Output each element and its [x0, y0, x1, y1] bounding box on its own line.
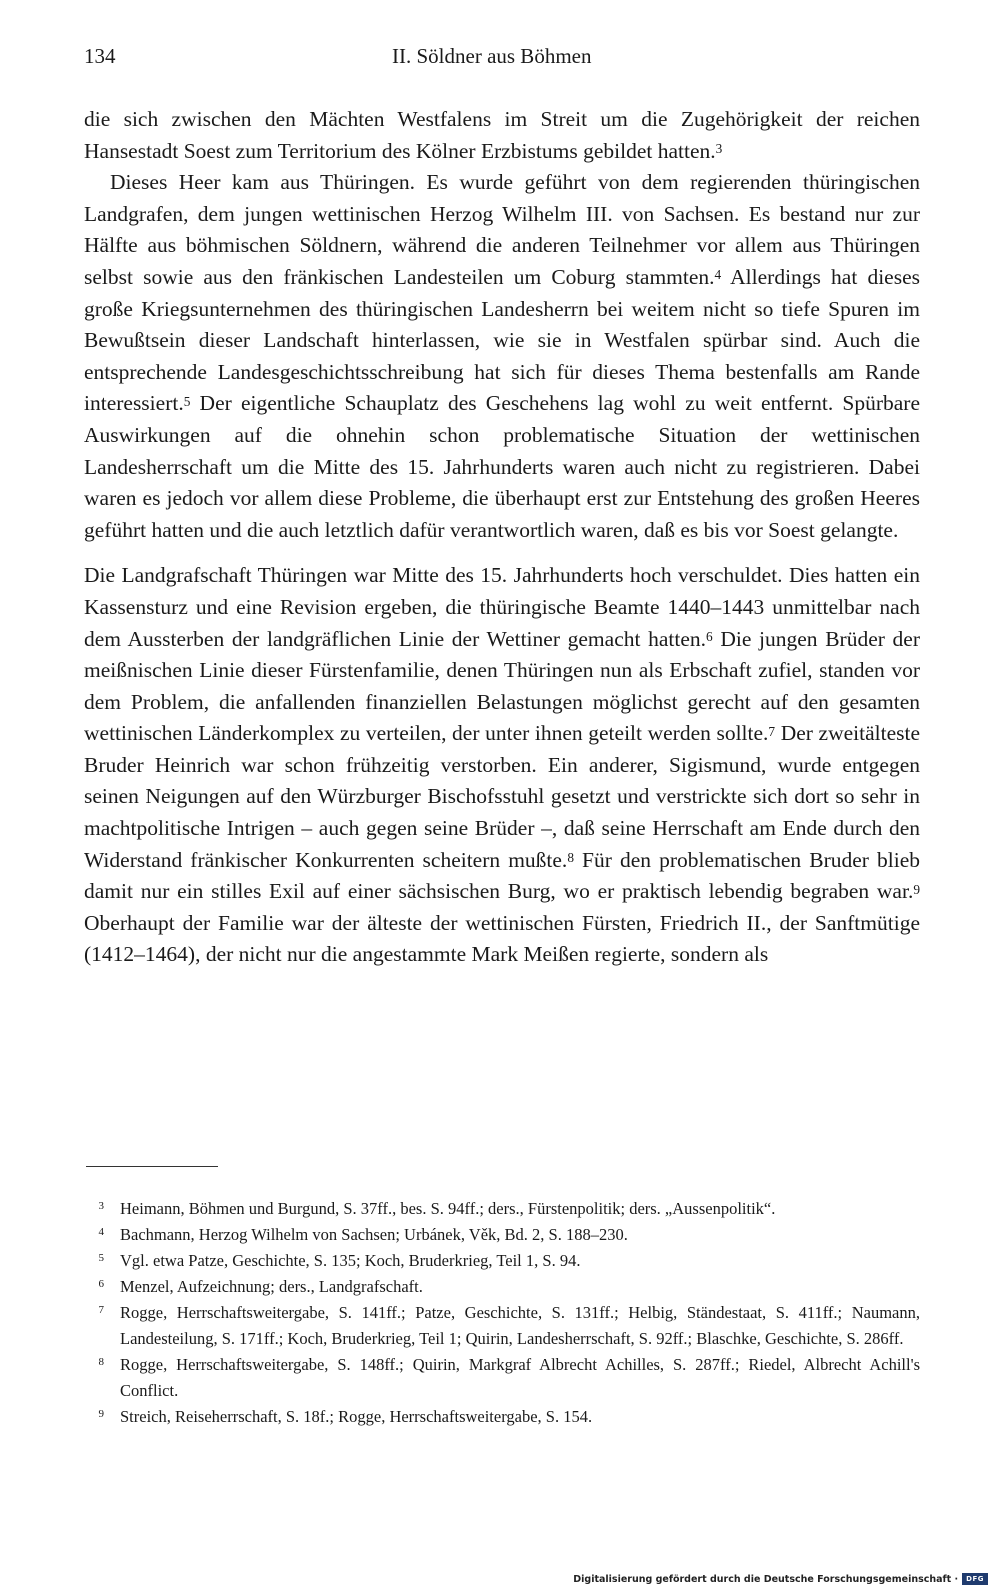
paragraph-1-text: die sich zwischen den Mächten Westfalens im Streit um die Zugehörigkeit der reichen Hansestadt Soest zum Territorium des Kölner Erzbistums gebildet hatten.: [84, 107, 920, 163]
footnote: [84, 1248, 920, 1274]
digitization-credit: [573, 1573, 988, 1585]
paragraph-3-text-d: Für den problematischen Bruder blieb damit nur ein stilles Exil auf einer sächsischen Burg, wo er praktisch lebendig begraben war.: [84, 847, 920, 904]
footnote-text: Rogge, Herrschaftsweitergabe, S. 148ff.; Quirin, Markgraf Albrecht Achilles, S. 287ff.; Riedel, Albrecht Achill's Conflict.: [120, 1355, 920, 1400]
paragraph-3-text-b: Die jungen Brüder der meißnischen Linie dieser Fürstenfamilie, denen Thüringen nun als Erbschaft zufiel, standen vor dem Problem, die anfallenden finanziellen Belastungen möglichst gerecht auf den gesamten wettinischen Länderkomplex zu verteilen, der unter ihnen geteilt werden sollte.: [84, 626, 920, 746]
footnote-ref-9[interactable]: 9: [913, 881, 920, 897]
footnote-number: 7: [98, 1304, 104, 1316]
credit-text: Digitalisierung gefördert durch die Deutsche Forschungsgemeinschaft ·: [573, 1573, 959, 1585]
footnote-number: 6: [98, 1278, 104, 1290]
footnote-ref-8[interactable]: 8: [567, 850, 574, 865]
paragraph-2-text-c: Der eigentliche Schauplatz des Geschehens lag wohl zu weit entfernt. Spürbare Auswirkungen auf die ohnehin schon problematische Situation der wettinischen Landesherrschaft um die Mitte des 15. Jahrhunderts waren auch nicht zu registrieren. Dabei waren es jedoch vor allem diese Probleme, die überhaupt erst zur Entstehung des großen Heeres geführt hatten und die auch letztlich dafür verantwortlich waren, daß es bis vor Soest gelangte.: [84, 391, 920, 542]
footnote: [84, 1222, 920, 1248]
footnote-ref-4[interactable]: 4: [714, 267, 722, 283]
footnote: [84, 1352, 920, 1404]
main-text: [84, 104, 920, 971]
page-header: [84, 44, 920, 78]
footnote-number: 3: [98, 1200, 104, 1212]
paragraph-3: [84, 560, 920, 971]
footnote-divider: [86, 1166, 218, 1167]
footnote-number: 5: [98, 1252, 104, 1264]
footnote: [84, 1274, 920, 1300]
paragraph-2: [84, 167, 920, 546]
paragraph-3-text-e: Oberhaupt der Familie war der älteste der wettinischen Fürsten, Friedrich II., der Sanftmütige (1412–1464), der nicht nur die angestammte Mark Meißen regierte, sondern als: [84, 910, 920, 967]
footnote-ref-7[interactable]: 7: [768, 723, 776, 739]
paragraph-2-text-a: Dieses Heer kam aus Thüringen. Es wurde geführt von dem regierenden thüringischen Landgrafen, dem jungen wettinischen Herzog Wilhelm III. von Sachsen. Es bestand nur zur Hälfte aus böhmischen Söldnern, während die anderen Teilnehmer vor allem aus Thüringen selbst sowie aus den fränkischen Landesteilen um Coburg stammten.: [84, 170, 920, 289]
footnote-text: Streich, Reiseherrschaft, S. 18f.; Rogge, Herrschaftsweitergabe, S. 154.: [120, 1407, 593, 1426]
footnote-text: Vgl. etwa Patze, Geschichte, S. 135; Koch, Bruderkrieg, Teil 1, S. 94.: [120, 1251, 581, 1270]
footnote-ref-6[interactable]: 6: [706, 628, 713, 644]
dfg-logo-icon: DFG: [962, 1573, 988, 1585]
footnotes: [84, 1196, 920, 1430]
paragraph-3-text-a: Die Landgrafschaft Thüringen war Mitte des 15. Jahrhunderts hoch verschuldet. Dies hatten ein Kassensturz und eine Revision ergeben, die thüringische Beamte 1440–1443 unmittelbar nach dem Aussterben der landgräflichen Linie der Wettiner gemacht hatten.: [84, 563, 920, 651]
paragraph-2-text-b: Allerdings hat dieses große Kriegsunternehmen des thüringischen Landesherrn bei weitem nicht so tiefe Spuren im Bewußtsein dieser Landschaft hinterlassen, wie sie in Westfalen spürbar sind. Auch die entsprechende Landesgeschichtsschreibung hat sich für dieses Thema bestenfalls am Rande interessiert.: [84, 264, 920, 416]
footnote-number: 4: [98, 1226, 104, 1238]
page-number: 134: [84, 44, 116, 68]
paragraph-3-text-c: Der zweitälteste Bruder Heinrich war schon frühzeitig verstorben. Ein anderer, Sigismund, wurde entgegen seinen Neigungen auf den Würzburger Bischofsstuhl gesetzt und verstrickte sich dort so sehr in machtpolitische Intrigen – auch gegen seine Brüder –, daß seine Herrschaft am Ende durch den Widerstand fränkischer Konkurrenten scheitern mußte.: [84, 721, 920, 872]
footnote: [84, 1300, 920, 1352]
footnote-number: 9: [98, 1408, 104, 1420]
footnote-ref-3[interactable]: 3: [715, 140, 723, 156]
running-title: II. Söldner aus Böhmen: [392, 44, 592, 68]
footnote-text: Menzel, Aufzeichnung; ders., Landgrafschaft.: [120, 1277, 423, 1296]
footnote-text: Heimann, Böhmen und Burgund, S. 37ff., bes. S. 94ff.; ders., Fürstenpolitik; ders. „Aussenpolitik“.: [120, 1199, 776, 1218]
footnote-ref-5[interactable]: 5: [183, 393, 191, 409]
footnote: [84, 1404, 920, 1430]
footnote: [84, 1196, 920, 1222]
paragraph-1: [84, 104, 920, 167]
footnote-number: 8: [98, 1356, 104, 1368]
footnote-text: Bachmann, Herzog Wilhelm von Sachsen; Urbánek, Věk, Bd. 2, S. 188–230.: [120, 1225, 628, 1244]
footnote-text: Rogge, Herrschaftsweitergabe, S. 141ff.; Patze, Geschichte, S. 131ff.; Helbig, Ständestaat, S. 411ff.; Naumann, Landesteilung, S. 171ff.; Koch, Bruderkrieg, Teil 1; Quirin, Landesherrschaft, S. 92ff.; Blaschke, Geschichte, S. 286ff.: [120, 1303, 920, 1348]
